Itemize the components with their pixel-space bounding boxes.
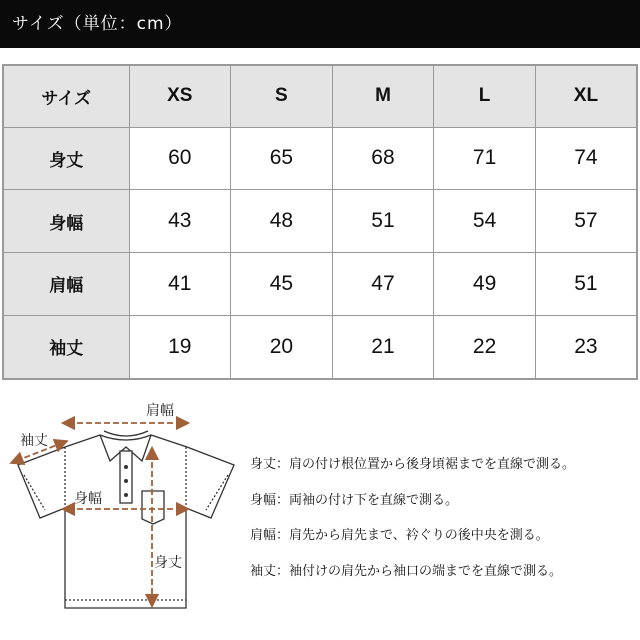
polo-shirt-outline (18, 431, 234, 608)
shoulder-label: 肩幅 (146, 403, 174, 419)
page-title: サイズ（単位：cm） (12, 14, 183, 34)
table-cell: 65 (231, 127, 333, 190)
size-header-xl: XL (535, 65, 637, 127)
size-header-m: M (332, 65, 434, 127)
size-header-s: S (231, 65, 333, 127)
size-header-xs: XS (129, 65, 231, 127)
table-cell: 23 (535, 315, 637, 379)
table-cell: 19 (129, 315, 231, 379)
header-bar (0, 0, 640, 48)
table-cell: 68 (332, 127, 434, 190)
note-width: 身幅：両袖の付け下を直線で測る。 (250, 492, 459, 508)
note-sleeve: 袖丈：袖付けの肩先から袖口の端までを直線で測る。 (250, 563, 563, 579)
table-row (3, 315, 637, 379)
size-table (2, 64, 638, 380)
table-header-row (3, 65, 637, 127)
table-cell: 54 (434, 190, 536, 253)
size-header-l: L (434, 65, 536, 127)
row-label: 身幅 (3, 190, 129, 253)
note-length: 身丈：肩の付け根位置から後身頃裾までを直線で測る。 (250, 457, 576, 472)
table-cell: 43 (129, 190, 231, 253)
table-cell: 47 (332, 252, 434, 315)
table-cell: 41 (129, 252, 231, 315)
table-cell: 49 (434, 252, 536, 315)
table-cell: 20 (231, 315, 333, 379)
table-cell: 57 (535, 190, 637, 253)
table-cell: 22 (434, 315, 536, 379)
table-cell: 45 (231, 252, 333, 315)
row-label: 袖丈 (3, 315, 129, 379)
length-label: 身丈 (154, 555, 182, 571)
note-shoulder: 肩幅：肩先から肩先まで、衿ぐりの後中央を測る。 (250, 528, 549, 543)
polo-shirt-diagram (0, 395, 245, 635)
table-row (3, 127, 637, 190)
table-row (3, 252, 637, 315)
table-cell: 51 (332, 190, 434, 253)
table-corner-label: サイズ (3, 65, 129, 127)
table-cell: 74 (535, 127, 637, 190)
row-label: 身丈 (3, 127, 129, 190)
table-cell: 51 (535, 252, 637, 315)
width-label: 身幅 (74, 491, 102, 507)
sleeve-label: 袖丈 (20, 433, 48, 449)
table-row (3, 190, 637, 253)
table-cell: 21 (332, 315, 434, 379)
table-cell: 60 (129, 127, 231, 190)
table-cell: 71 (434, 127, 536, 190)
measurement-notes (250, 455, 635, 597)
table-cell: 48 (231, 190, 333, 253)
row-label: 肩幅 (3, 252, 129, 315)
